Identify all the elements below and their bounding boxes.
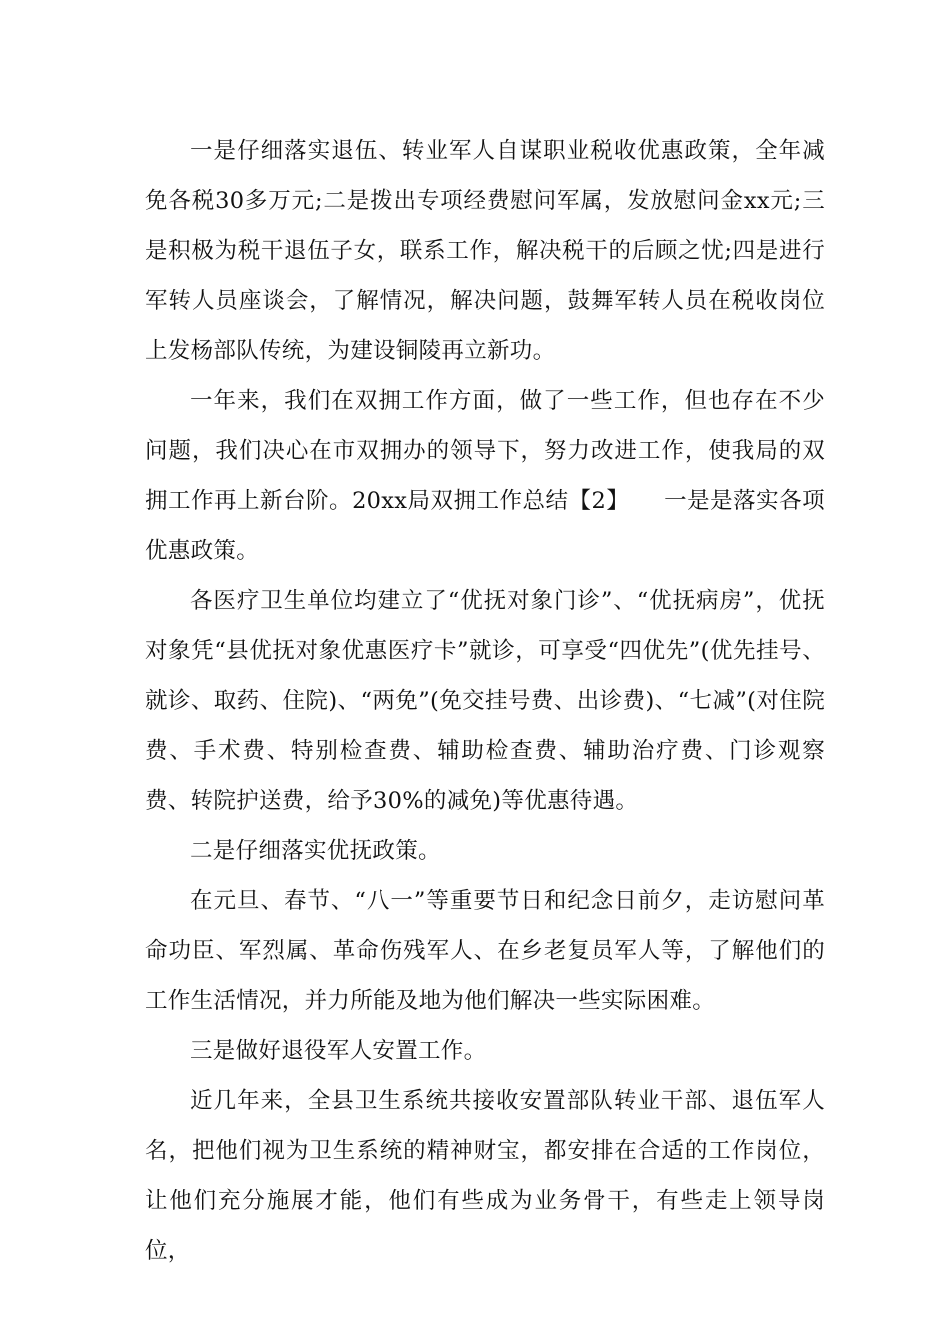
paragraph-heading-2: 二是仔细落实优抚政策。 <box>190 838 441 864</box>
paragraph-medical-benefits: 各医疗卫生单位均建立了“优抚对象门诊”、“优抚病房”，优抚对象凭“县优抚对象优惠医疗卡”就诊，可享受“四优先”(优先挂号、就诊、取药、住院)、“两免”(免交挂号费、出诊费)、“七减”(对住院费、手术费、特别检查费、辅助检查费、辅助治疗费、门诊观察费、转院护送费，给予30%的减免)等优惠待遇。 <box>145 588 825 814</box>
paragraph-tax-policy: 一是仔细落实退伍、转业军人自谋职业税收优惠政策，全年减免各税30多万元;二是拨出专项经费慰问军属，发放慰问金xx元;三是积极为税干退伍子女，联系工作，解决税干的后顾之忧;四是进行军转人员座谈会，了解情况，解决问题，鼓舞军转人员在税收岗位上发杨部队传统，为建设铜陵再立新功。 <box>145 138 825 364</box>
paragraph-year-summary: 一年来，我们在双拥工作方面，做了一些工作，但也存在不少问题，我们决心在市双拥办的领导下，努力改进工作，使我局的双拥工作再上新台阶。20xx局双拥工作总结【2】 一是是落实各项优惠政策。 <box>145 388 825 564</box>
document-page <box>145 126 825 1276</box>
paragraph-veteran-placement: 近几年来，全县卫生系统共接收安置部队转业干部、退伍军人名，把他们视为卫生系统的精神财宝，都安排在合适的工作岗位，让他们充分施展才能，他们有些成为业务骨干，有些走上领导岗位， <box>145 1088 825 1264</box>
paragraph-holiday-visits: 在元旦、春节、“八一”等重要节日和纪念日前夕，走访慰问革命功臣、军烈属、革命伤残军人、在乡老复员军人等，了解他们的工作生活情况，并力所能及地为他们解决一些实际困难。 <box>145 888 825 1014</box>
paragraph-heading-3: 三是做好退役军人安置工作。 <box>190 1038 487 1064</box>
